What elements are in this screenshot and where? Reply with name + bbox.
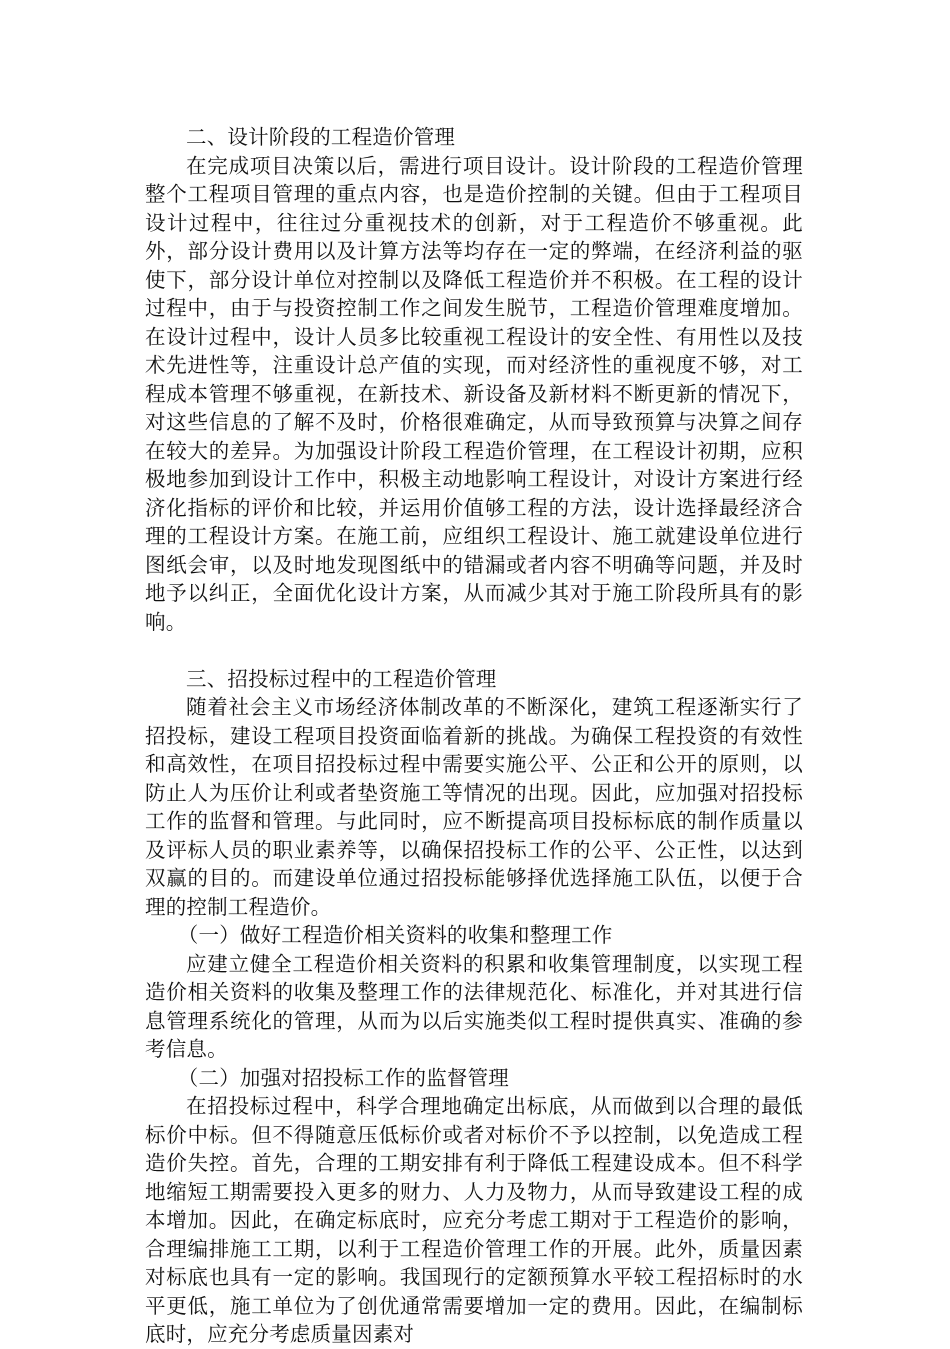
subheading-supervision: （二）加强对招投标工作的监督管理 xyxy=(177,1065,509,1090)
subheading-data-collection: （一）做好工程造价相关资料的收集和整理工作 xyxy=(177,923,613,947)
paragraph-design-stage: 在完成项目决策以后，需进行项目设计。设计阶段的工程造价管理整个工程项目管理的重点内容，也是造价控制的关键。但由于工程项目设计过程中，往往过分重视技术的创新，对于工程造价不够重视。此外，部分设计费用以及计算方法等均存在一定的弊端，在经济利益的驱使下，部分设计单位对控制以及降低工程造价并不积极。在工程的设计过程中，由于与投资控制工作之间发生脱节，工程造价管理难度增加。在设计过程中，设计人员多比较重视工程设计的安全性、有用性以及技术先进性等，注重设计总产值的实现，而对经济性的重视度不够，对工程成本管理不够重视，在新技术、新设备及新材料不断更新的情况下，对这些信息的了解不及时，价格很难确定，从而导致预算与决算之间存在较大的差异。为加强设计阶段工程造价管理，在工程设计初期，应积极地参加到设计工作中，积极主动地影响工程设计，对设计方案进行经济化指标的评价和比较，并运用价值够工程的方法，设计选择最经济合理的工程设计方案。在施工前，应组织工程设计、施工就建设单位进行图纸会审，以及时地发现图纸中的错漏或者内容不明确等问题，并及时地予以纠正，全面优化设计方案，从而减少其对于施工阶段所具有的影响。 xyxy=(145,153,803,634)
document-body xyxy=(145,123,803,1349)
paragraph-gap xyxy=(145,636,803,665)
section-heading-design-stage: 二、设计阶段的工程造价管理 xyxy=(186,125,456,149)
paragraph-supervision: 在招投标过程中，科学合理地确定出标底，从而做到以合理的最低标价中标。但不得随意压低标价或者对标价不予以控制，以免造成工程造价失控。首先，合理的工期安排有利于降低工程建设成本。但不科学地缩短工期需要投入更多的财力、人力及物力，从而导致建设工程的成本增加。因此，在确定标底时，应充分考虑工期对于工程造价的影响，合理编排施工工期，以利于工程造价管理工作的开展。此外，质量因素对标底也具有一定的影响。我国现行的定额预算水平较工程招标时的水平更低，施工单位为了创优通常需要增加一定的费用。因此，在编制标底时，应充分考虑质量因素对 xyxy=(145,1094,803,1346)
paragraph-bidding: 随着社会主义市场经济体制改革的不断深化，建筑工程逐渐实行了招投标，建设工程项目投资面临着新的挑战。为确保工程投资的有效性和高效性，在项目招投标过程中需要实施公平、公正和公开的原则，以防止人为压价让利或者垫资施工等情况的出现。因此，应加强对招投标工作的监督和管理。与此同时，应不断提高项目投标标底的制作质量以及评标人员的职业素养等，以确保招投标工作的公平、公正性，以达到双赢的目的。而建设单位通过招投标能够择优选择施工队伍，以便于合理的控制工程造价。 xyxy=(145,695,803,919)
paragraph-data-collection: 应建立健全工程造价相关资料的积累和收集管理制度，以实现工程造价相关资料的收集及整理工作的法律规范化、标准化，并对其进行信息管理系统化的管理，从而为以后实施类似工程时提供真实、准确的参考信息。 xyxy=(145,951,803,1061)
section-heading-bidding: 三、招投标过程中的工程造价管理 xyxy=(186,666,497,691)
